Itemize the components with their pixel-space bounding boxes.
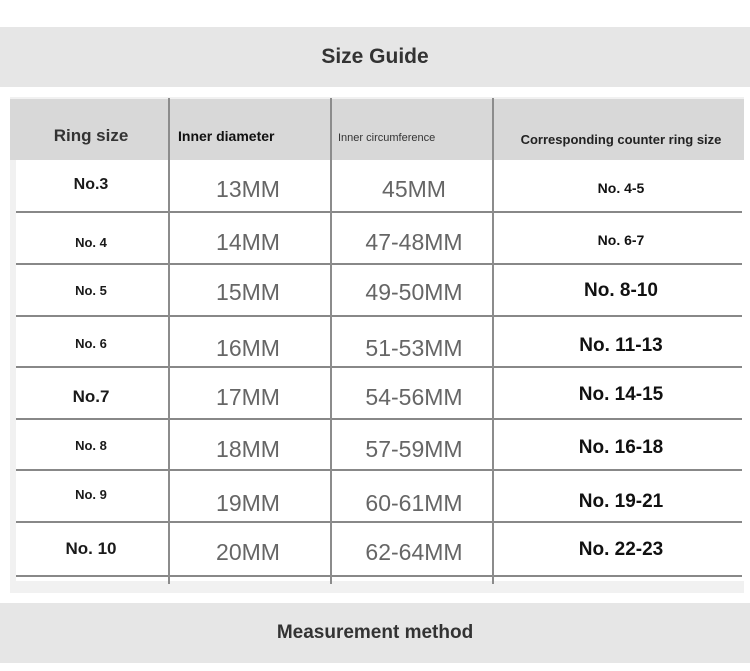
measurement-method-title: Measurement method — [0, 603, 750, 663]
row-counter-ring-size: No. 19-21 — [578, 491, 664, 512]
row-inner-circumference: 47-48MM — [365, 228, 463, 255]
row-divider — [16, 315, 742, 317]
row-counter-ring-size: No. 6-7 — [597, 232, 645, 248]
row-ring-size: No. 10 — [65, 539, 117, 558]
size-guide-title: Size Guide — [0, 27, 750, 87]
row-divider — [16, 211, 742, 213]
header-inner-diameter: Inner diameter — [178, 128, 275, 144]
row-inner-circumference: 57-59MM — [365, 435, 463, 462]
row-inner-circumference: 62-64MM — [365, 538, 463, 565]
row-inner-circumference: 54-56MM — [365, 383, 463, 410]
row-inner-diameter: 15MM — [216, 278, 280, 305]
row-inner-diameter: 13MM — [216, 175, 280, 202]
row-inner-circumference: 51-53MM — [365, 334, 463, 361]
row-inner-diameter: 16MM — [216, 334, 280, 361]
row-inner-diameter: 18MM — [216, 435, 280, 462]
row-ring-size: No.3 — [73, 176, 109, 193]
row-ring-size: No.7 — [72, 387, 110, 406]
row-ring-size: No. 5 — [75, 282, 107, 298]
row-inner-diameter: 20MM — [216, 538, 280, 565]
row-divider — [16, 366, 742, 368]
column-divider — [330, 98, 332, 584]
row-divider — [16, 469, 742, 471]
row-inner-diameter: 19MM — [216, 489, 280, 516]
column-divider — [168, 98, 170, 584]
row-counter-ring-size: No. 11-13 — [579, 335, 663, 356]
row-counter-ring-size: No. 8-10 — [584, 280, 658, 301]
header-counter-ring-size: Corresponding counter ring size — [520, 131, 722, 147]
row-divider — [16, 418, 742, 420]
row-divider — [16, 575, 742, 577]
row-inner-diameter: 14MM — [216, 228, 280, 255]
row-ring-size: No. 6 — [75, 335, 107, 351]
row-divider — [16, 521, 742, 523]
row-ring-size: No. 9 — [75, 486, 107, 502]
row-ring-size: No. 4 — [75, 234, 107, 250]
row-ring-size: No. 8 — [75, 437, 107, 453]
row-inner-circumference: 49-50MM — [365, 278, 463, 305]
row-counter-ring-size: No. 22-23 — [578, 539, 664, 560]
row-counter-ring-size: No. 4-5 — [597, 180, 645, 196]
row-divider — [16, 263, 742, 265]
header-ring-size: Ring size — [53, 126, 129, 145]
row-counter-ring-size: No. 14-15 — [578, 384, 664, 405]
column-divider — [492, 98, 494, 584]
row-inner-circumference: 45MM — [382, 175, 446, 202]
row-inner-circumference: 60-61MM — [365, 489, 463, 516]
row-counter-ring-size: No. 16-18 — [578, 437, 664, 458]
header-inner-circumference: Inner circumference — [338, 132, 436, 144]
row-inner-diameter: 17MM — [216, 383, 280, 410]
